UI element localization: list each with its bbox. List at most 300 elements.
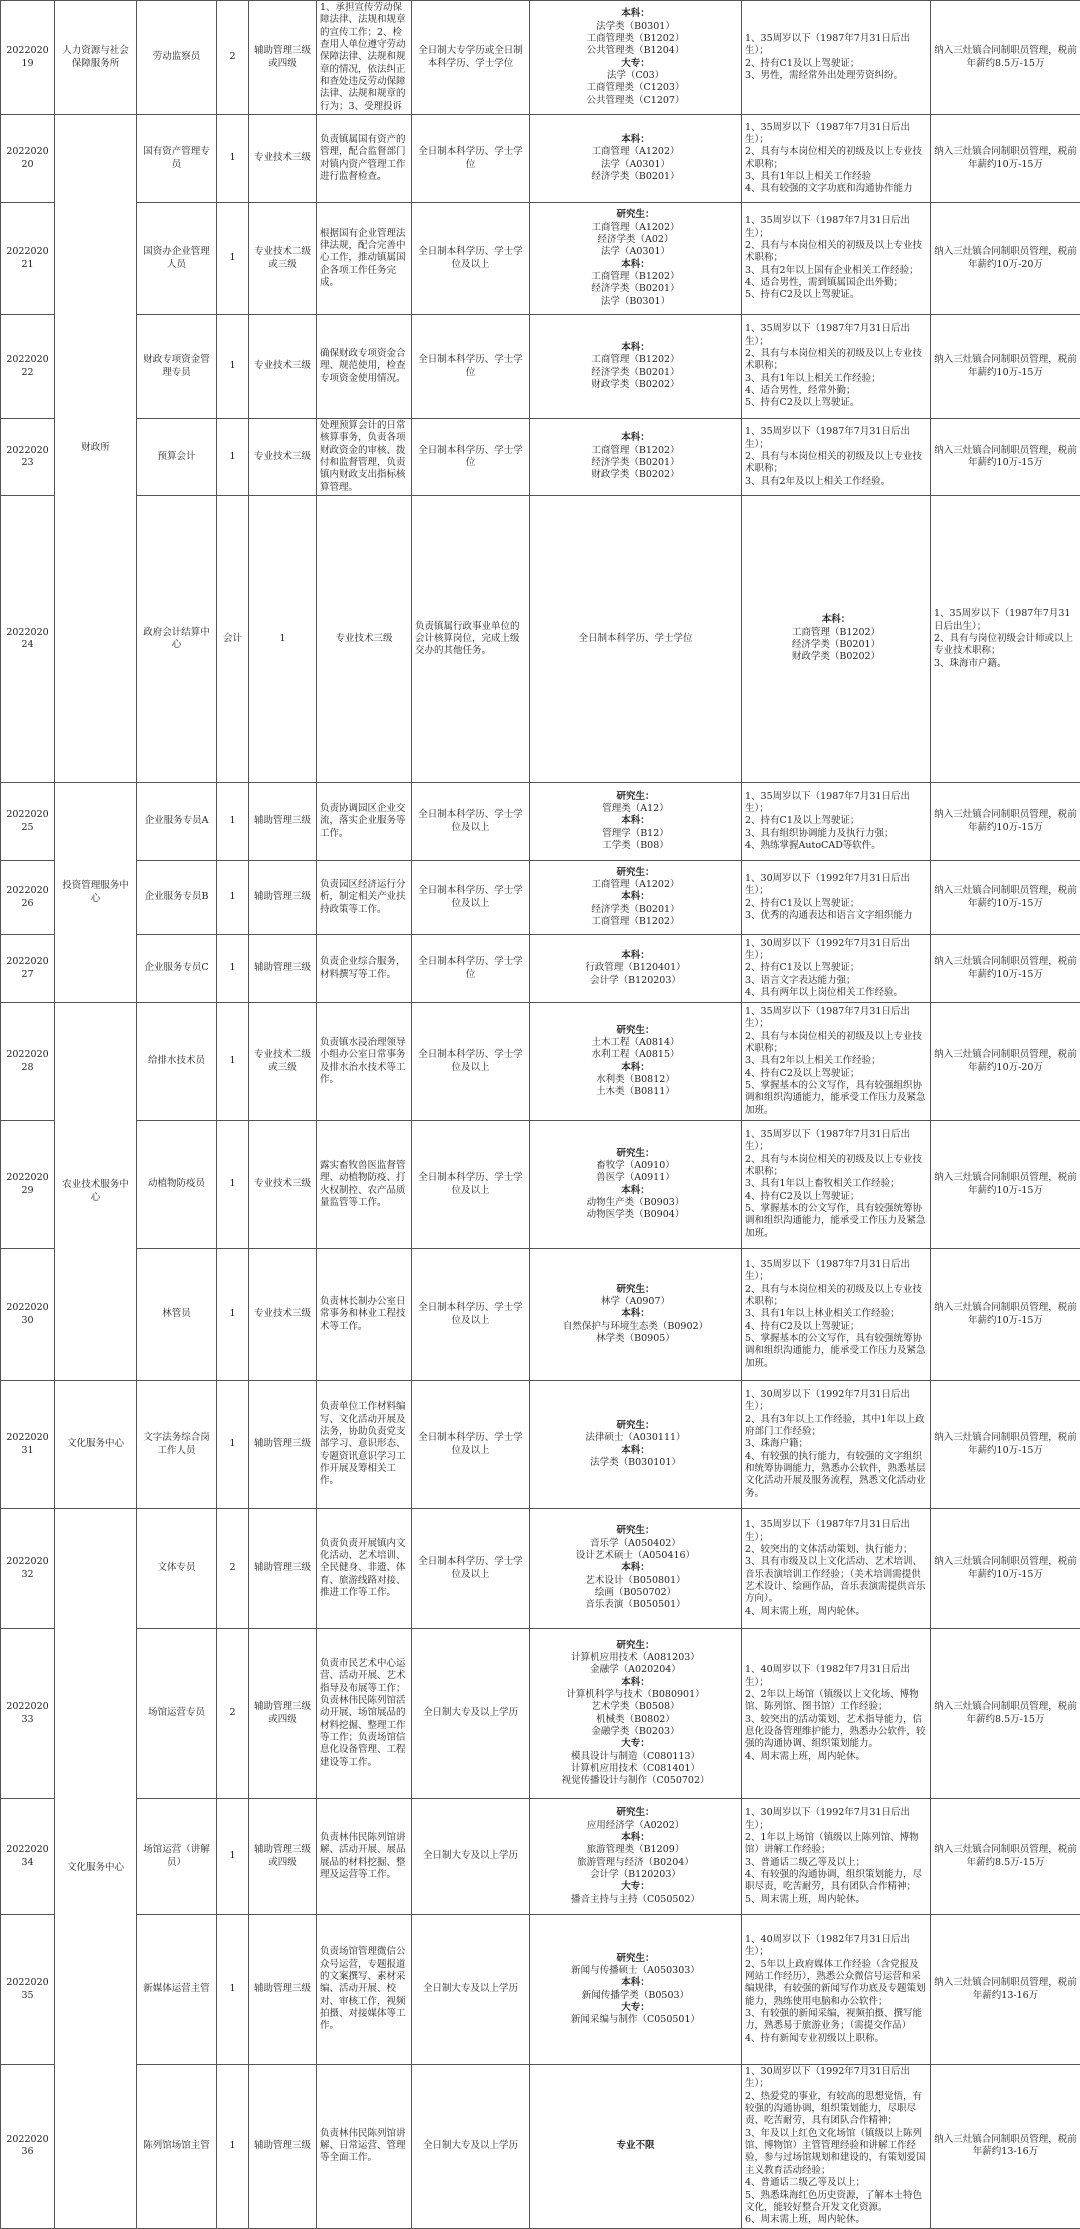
headcount: 2	[217, 1629, 249, 1799]
table-row	[1, 935, 1080, 1003]
major-line: 法学（B0301）	[533, 296, 738, 308]
table-row	[1, 1629, 1080, 1799]
major-line: 本科：	[533, 1832, 738, 1844]
major-line: 大专：	[533, 1881, 738, 1893]
treatment: 纳入三灶镇合同制职员管理，税前年薪约10万-20万	[931, 203, 1080, 315]
major-line: 工商管理类（C1203）	[533, 82, 738, 94]
headcount: 1	[217, 783, 249, 861]
post-level: 专业技术三级	[249, 115, 317, 203]
table-row	[1, 419, 1080, 496]
major-requirement	[530, 2065, 742, 2228]
other-conditions	[742, 1249, 931, 1381]
major-line: 研究生：	[533, 1148, 738, 1160]
major-requirement	[530, 419, 742, 496]
condition-line: 1、30周岁以下（1992年7月31日后出生）；	[745, 1389, 927, 1414]
major-requirement	[742, 496, 931, 783]
job-duty: 负责林长制办公室日常事务和林业工程技术等工作。	[317, 1249, 412, 1381]
major-line: 法学（A0301）	[533, 246, 738, 258]
position-code: 202202020	[1, 115, 55, 203]
major-line: 兽医学（A0911）	[533, 1172, 738, 1184]
job-duty: 负责镇水浸治理领导小组办公室日常事务及排水治水技术等工作。	[317, 1003, 412, 1121]
post-name: 陈列馆场馆主管	[137, 2065, 217, 2228]
treatment: 纳入三灶镇合同制职员管理，税前年薪约13-16万	[931, 2065, 1080, 2228]
post-name: 文字法务综合岗工作人员	[137, 1381, 217, 1509]
major-line: 本科：	[533, 342, 738, 354]
major-line: 本科：	[533, 1445, 738, 1457]
table-row	[1, 861, 1080, 935]
major-line: 工商管理（A1202）	[533, 879, 738, 891]
major-line: 土木工程（A0814）	[533, 1037, 738, 1049]
major-line: 绘画（B050702）	[533, 1587, 738, 1599]
post-level: 辅助管理三级	[249, 1915, 317, 2065]
major-line: 计算机应用技术（C081401）	[533, 1763, 738, 1775]
job-duty: 负责单位工作材料编写、文化活动开展及法务，协助负责党支部学习、意识形态、专题资讯意识学习工作开展及筹相关工作。	[317, 1381, 412, 1509]
unit-name: 文化服务中心	[55, 1509, 137, 2228]
post-name: 企业服务专员A	[137, 783, 217, 861]
major-line: 本科：	[533, 815, 738, 827]
condition-line: 1、35周岁以下（1987年7月31日后出生）；	[745, 1519, 927, 1544]
table-row	[1, 1003, 1080, 1121]
major-line: 工商管理（B1202）	[745, 627, 927, 639]
job-duty: 确保财政专项资金合理、规范使用，检查专项资金使用情况。	[317, 315, 412, 419]
condition-line: 2、5年以上政府媒体工作经验（含党报及网站工作经历），熟悉公众微信号运营和采编规律，有较强的新闻写作功底及专题策划能力，熟练使用电脑和办公软件；	[745, 1959, 927, 2008]
post-level: 辅助管理三级	[249, 1509, 317, 1629]
condition-line: 2、具有3年以上工作经验，其中1年以上政府部门工作经验；	[745, 1414, 927, 1439]
major-line: 旅游管理类（B1209）	[533, 1844, 738, 1856]
major-line: 经济学类（B0201）	[533, 171, 738, 183]
post-level: 专业技术三级	[249, 315, 317, 419]
major-line: 模具设计与制造（C080113）	[533, 1751, 738, 1763]
job-duty: 负责场馆管理微信公众号运营，专题报道的文案撰写、素材采编、活动开展、校对、审核工作，视频拍摄、对接媒体等工作。	[317, 1915, 412, 2065]
job-duty: 露实畜牧兽医监督管理、动植物防疫、打火权制控、农产品质量监管等工作。	[317, 1121, 412, 1249]
other-conditions	[742, 783, 931, 861]
condition-line: 3、具有组织协调能力及执行力强；	[745, 828, 927, 840]
condition-line: 3、具有2年以上相关工作经验；	[745, 1055, 927, 1067]
condition-line: 2、具有与本岗位相关的初级及以上专业技术职称；	[745, 240, 927, 265]
condition-line: 1、35周岁以下（1987年7月31日后出生）；	[934, 608, 1077, 633]
major-requirement	[530, 1121, 742, 1249]
major-line: 经济学类（B0201）	[745, 639, 927, 651]
post-level: 辅助管理三级	[249, 1381, 317, 1509]
major-requirement	[530, 783, 742, 861]
job-duty: 负责市民艺术中心运营、活动开展、艺术指导及布展等工作；负责林伟民陈列馆活动开展、场馆展品的材料挖掘、整理工作等工作；负责场馆信息化设备管理、工程建设等工作。	[317, 1629, 412, 1799]
condition-line: 3、有较强的新闻采编，视频拍摄、撰写能力，熟悉易于旅游业务；（需提交作品）	[745, 2008, 927, 2033]
condition-line: 1、35周岁以下（1987年7月31日后出生）；	[745, 122, 927, 147]
education-requirement: 全日制本科学历、学士学位及以上	[412, 1509, 530, 1629]
post-name: 新媒体运营主管	[137, 1915, 217, 2065]
education-requirement: 全日制本科学历、学士学位	[412, 935, 530, 1003]
major-line: 金融学类（B0203）	[533, 1726, 738, 1738]
major-line: 工商管理（B1202）	[533, 354, 738, 366]
other-conditions	[742, 1629, 931, 1799]
major-line: 音乐表演（B050501）	[533, 1599, 738, 1611]
table-row	[1, 783, 1080, 861]
post-name: 企业服务专员B	[137, 861, 217, 935]
condition-line: 1、30周岁以下（1992年7月31日后出生）；	[745, 1807, 927, 1832]
major-requirement	[530, 861, 742, 935]
position-code: 202202027	[1, 935, 55, 1003]
major-line: 法学类（B030101）	[533, 1457, 738, 1469]
condition-line: 1、35周岁以下（1987年7月31日后出生）；	[745, 1129, 927, 1154]
major-line: 设计艺术硕士（A050416）	[533, 1550, 738, 1562]
major-line: 法律硕士（A030111）	[533, 1432, 738, 1444]
condition-line: 5、周末需上班，周内轮休。	[745, 1894, 927, 1906]
other-conditions	[742, 315, 931, 419]
post-level: 辅助管理三级或四级	[249, 1629, 317, 1799]
condition-line: 1、35周岁以下（1987年7月31日后出生）；	[745, 426, 927, 451]
condition-line: 4、持有C2及以上驾驶证；	[745, 1321, 927, 1333]
post-level: 辅助管理三级或四级	[249, 1, 317, 115]
condition-line: 4、持有新闻专业初级以上职称。	[745, 2033, 927, 2045]
education-requirement: 全日制本科学历、学士学位	[412, 315, 530, 419]
major-line: 法学（A0301）	[533, 159, 738, 171]
condition-line: 5、掌握基本的公文写作，具有较强组织协调和组织沟通能力，能承受工作压力及紧急加班。	[745, 1080, 927, 1117]
unit-name: 农业技术服务中心	[55, 1003, 137, 1381]
treatment: 纳入三灶镇合同制职员管理，税前年薪约13-16万	[931, 1915, 1080, 2065]
education-requirement: 全日制大专及以上学历	[412, 1799, 530, 1915]
job-duty: 1、承担宣传劳动保障法律、法规和规章的宣传工作；2、检查用人单位遵守劳动保障法律、法规和规章的情况，依法纠正和查处违反劳动保障法律、法规和规章的行为；3、受理投诉	[317, 1, 412, 115]
treatment: 纳入三灶镇合同制职员管理，税前年薪约8.5万-15万	[931, 1629, 1080, 1799]
position-code: 202202032	[1, 1509, 55, 1629]
unit-name: 投资管理服务中心	[55, 783, 137, 1003]
major-line: 本科：	[533, 891, 738, 903]
headcount: 1	[217, 315, 249, 419]
condition-line: 2、具有与本岗位相关的初级及以上专业技术职称；	[745, 451, 927, 476]
table-row	[1, 2065, 1080, 2228]
position-code: 202202028	[1, 1003, 55, 1121]
position-code: 202202019	[1, 1, 55, 115]
condition-line: 2、热爱党的事业，有较高的思想觉悟，有较强的沟通协调，组织策划能力，尽职尽责、吃苦耐劳，具有团队合作精神；	[745, 2091, 927, 2128]
position-code: 202202025	[1, 783, 55, 861]
condition-line: 6、周末需上班，周内轮休。	[745, 2214, 927, 2226]
major-line: 经济学类（B0201）	[533, 367, 738, 379]
major-line: 播音主持与主持（C050502）	[533, 1894, 738, 1906]
condition-line: 1、40周岁以下（1982年7月31日后出生）；	[745, 1934, 927, 1959]
condition-line: 3、具有1年以上相关工作经验；	[745, 373, 927, 385]
education-requirement: 全日制本科学历、学士学位及以上	[412, 203, 530, 315]
major-line: 旅游管理与经济（B0204）	[533, 1857, 738, 1869]
post-name: 给排水技术员	[137, 1003, 217, 1121]
major-line: 新闻与传播硕士（A050303）	[533, 1965, 738, 1977]
other-conditions	[742, 1915, 931, 2065]
major-line: 本科：	[745, 614, 927, 626]
post-name: 文体专员	[137, 1509, 217, 1629]
unit-name: 政府会计结算中心	[137, 496, 217, 783]
major-line: 艺术设计（B050801）	[533, 1575, 738, 1587]
major-line: 计算机科学与技术（B080901）	[533, 1689, 738, 1701]
education-requirement: 全日制本科学历、学士学位及以上	[412, 1121, 530, 1249]
education-requirement: 全日制大专学历或全日制本科学历、学士学位	[412, 1, 530, 115]
major-line: 法学类（B0301）	[533, 21, 738, 33]
post-name: 企业服务专员C	[137, 935, 217, 1003]
headcount: 1	[217, 1003, 249, 1121]
table-row	[1, 1, 1080, 115]
major-line: 研究生：	[533, 791, 738, 803]
headcount: 1	[217, 1381, 249, 1509]
headcount: 1	[217, 203, 249, 315]
table-row	[1, 115, 1080, 203]
post-level: 专业技术三级	[249, 1121, 317, 1249]
condition-line: 2、具有与本岗位相关的初级及以上专业技术职称；	[745, 348, 927, 373]
major-line: 专业不限	[533, 2140, 738, 2152]
major-line: 财政学类（B0202）	[533, 469, 738, 481]
table-row	[1, 203, 1080, 315]
major-line: 大专：	[533, 2002, 738, 2014]
major-line: 林学（A0907）	[533, 1296, 738, 1308]
post-name: 会计	[217, 496, 249, 783]
major-line: 水利类（B0812）	[533, 1074, 738, 1086]
condition-line: 1、30周岁以下（1992年7月31日后出生）；	[745, 938, 927, 963]
headcount: 2	[217, 1, 249, 115]
condition-line: 4、周末需上班，周内轮休。	[745, 1606, 927, 1618]
condition-line: 2、2年以上场馆（镇级以上文化场、博物馆、陈列馆、图书馆）工作经验；	[745, 1689, 927, 1714]
major-line: 会计学（B120203）	[533, 975, 738, 987]
education-requirement: 全日制本科学历、学士学位	[530, 496, 742, 783]
condition-line: 3、较突出的活动策划、艺术指导能力，信息化设备管理维护能力，熟悉办公软件，较强的沟通协调、组织策划能力。	[745, 1714, 927, 1751]
headcount: 1	[217, 419, 249, 496]
condition-line: 3、具有市级及以上文化活动、艺术培训、音乐表演培训工作经验；（美术培训需提供艺术设计、绘画作品，音乐表演需提供音乐方向）。	[745, 1556, 927, 1605]
job-duty: 负责企业综合服务，材料撰写等工作。	[317, 935, 412, 1003]
table-row	[1, 1509, 1080, 1629]
major-line: 财政学类（B0202）	[533, 379, 738, 391]
job-duty: 负责镇属国有资产的管理，配合监督部门对镇内资产管理工作进行监督检查。	[317, 115, 412, 203]
position-code: 202202026	[1, 861, 55, 935]
major-line: 本科：	[533, 1977, 738, 1989]
major-line: 工商管理（B1202）	[533, 271, 738, 283]
major-line: 林学类（B0905）	[533, 1333, 738, 1345]
condition-line: 5、持有C2及以上驾驶证。	[745, 289, 927, 301]
headcount: 1	[217, 1249, 249, 1381]
table-row	[1, 496, 1080, 783]
major-line: 经济学类（B0201）	[533, 283, 738, 295]
unit-name: 财政所	[55, 115, 137, 783]
major-line: 新闻采编与制作（C050501）	[533, 2014, 738, 2026]
major-line: 研究生：	[533, 867, 738, 879]
condition-line: 2、较突出的文体活动策划、执行能力；	[745, 1544, 927, 1556]
post-level: 辅助管理三级或四级	[249, 1799, 317, 1915]
condition-line: 2、具有与岗位初级会计师或以上专业技术职称；	[934, 633, 1077, 658]
major-requirement	[530, 1629, 742, 1799]
major-requirement	[530, 315, 742, 419]
education-requirement: 全日制本科学历、学士学位及以上	[412, 1381, 530, 1509]
other-conditions	[742, 203, 931, 315]
condition-line: 4、具有两年以上岗位相关工作经验。	[745, 987, 927, 999]
headcount: 1	[217, 935, 249, 1003]
table-row	[1, 1381, 1080, 1509]
job-duty: 负责协调园区企业交流，落实企业服务等工作。	[317, 783, 412, 861]
other-conditions	[742, 1121, 931, 1249]
major-line: 工商管理（A1202）	[533, 146, 738, 158]
headcount: 1	[217, 1915, 249, 2065]
major-requirement	[530, 115, 742, 203]
condition-line: 2、具有与本岗位相关的初级及以上专业技术职称；	[745, 1154, 927, 1179]
position-code: 202202021	[1, 203, 55, 315]
major-line: 大专：	[533, 58, 738, 70]
condition-line: 3、珠海户籍；	[745, 1438, 927, 1450]
other-conditions	[742, 935, 931, 1003]
post-level: 辅助管理三级	[249, 935, 317, 1003]
major-line: 新闻传播学类（B0503）	[533, 1990, 738, 2002]
condition-line: 3、男性，需经常外出处理劳资纠纷。	[745, 70, 927, 82]
major-requirement	[530, 1, 742, 115]
major-line: 本科：	[533, 1677, 738, 1689]
post-level: 专业技术二级或三级	[249, 203, 317, 315]
condition-line: 3、具有1年以上相关工作经验	[745, 171, 927, 183]
unit-name: 人力资源与社会保障服务所	[55, 1, 137, 115]
treatment: 纳入三灶镇合同制职员管理，税前年薪约10万-15万	[931, 1509, 1080, 1629]
position-code: 202202036	[1, 2065, 55, 2228]
major-line: 管理学（B12）	[533, 828, 738, 840]
other-conditions	[742, 419, 931, 496]
major-line: 工商管理（B1202）	[533, 916, 738, 928]
condition-line: 4、有较强的沟通协调，组织策划能力，尽职尽责，吃苦耐劳，具有团队合作精神；	[745, 1869, 927, 1894]
condition-line: 1、35周岁以下（1987年7月31日后出生）；	[745, 1259, 927, 1284]
education-requirement: 全日制本科学历、学士学位及以上	[412, 861, 530, 935]
major-requirement	[530, 203, 742, 315]
education-requirement: 全日制大专及以上学历	[412, 1629, 530, 1799]
major-line: 工商管理类（B1202）	[533, 33, 738, 45]
major-line: 研究生：	[533, 1025, 738, 1037]
post-name: 财政专项资金管理专员	[137, 315, 217, 419]
condition-line: 1、35周岁以下（1987年7月31日后出生）；	[745, 791, 927, 816]
table-row	[1, 315, 1080, 419]
major-line: 机械类（B0802）	[533, 1714, 738, 1726]
major-line: 计算机应用技术（A081203）	[533, 1652, 738, 1664]
treatment: 纳入三灶镇合同制职员管理，税前年薪约10万-15万	[931, 115, 1080, 203]
major-line: 研究生：	[533, 1420, 738, 1432]
condition-line: 2、持有C1及以上驾驶证；	[745, 898, 927, 910]
condition-line: 5、持有C2及以上驾驶证。	[745, 397, 927, 409]
post-level: 专业技术三级	[317, 496, 412, 783]
major-line: 研究生：	[533, 209, 738, 221]
condition-line: 3、具有1年以上林业相关工作经验；	[745, 1308, 927, 1320]
condition-line: 4、适合男性，需到镇属国企出外勤；	[745, 277, 927, 289]
condition-line: 2、持有C1及以上驾驶证；	[745, 815, 927, 827]
major-line: 金融学（A020204）	[533, 1664, 738, 1676]
job-duty: 负责林伟民陈列馆讲解、日常运营、管理等全面工作。	[317, 2065, 412, 2228]
major-line: 研究生：	[533, 1525, 738, 1537]
major-line: 水利工程（A0815）	[533, 1049, 738, 1061]
position-code: 202202034	[1, 1799, 55, 1915]
job-duty: 负责林伟民陈列馆讲解、活动开展、展品展品的材料挖掘、整理及运营等工作。	[317, 1799, 412, 1915]
treatment: 纳入三灶镇合同制职员管理，税前年薪约10万-15万	[931, 315, 1080, 419]
unit-name: 文化服务中心	[55, 1381, 137, 1509]
other-conditions	[931, 496, 1080, 783]
major-requirement	[530, 935, 742, 1003]
condition-line: 2、具有与本岗位相关的初级及以上专业技术职称；	[745, 146, 927, 171]
condition-line: 2、具有与本岗位相关的初级及以上专业技术职称；	[745, 1031, 927, 1056]
headcount: 1	[249, 496, 317, 783]
major-line: 本科：	[533, 1308, 738, 1320]
position-code: 202202024	[1, 496, 55, 783]
headcount: 1	[217, 115, 249, 203]
job-duty: 负责园区经济运行分析，制定相关产业扶持政策等工作。	[317, 861, 412, 935]
position-code: 202202029	[1, 1121, 55, 1249]
condition-line: 1、30周岁以下（1992年7月31日后出生）；	[745, 873, 927, 898]
post-level: 专业技术二级或三级	[249, 1003, 317, 1121]
major-line: 动物医学类（B0904）	[533, 1209, 738, 1221]
major-requirement	[530, 1915, 742, 2065]
post-name: 场馆运营（讲解员）	[137, 1799, 217, 1915]
treatment: 纳入三灶镇合同制职员管理，税前年薪约10万-15万	[931, 935, 1080, 1003]
condition-line: 1、30周岁以下（1992年7月31日后出生）；	[745, 2066, 927, 2091]
major-line: 工商管理（B1202）	[533, 445, 738, 457]
position-code: 202202022	[1, 315, 55, 419]
major-requirement	[530, 1799, 742, 1915]
major-line: 财政学类（B0202）	[745, 651, 927, 663]
condition-line: 3、优秀的沟通表达和语言文字组织能力	[745, 910, 927, 922]
condition-line: 1、40周岁以下（1982年7月31日后出生）；	[745, 1664, 927, 1689]
other-conditions	[742, 1509, 931, 1629]
major-line: 研究生：	[533, 1284, 738, 1296]
major-line: 经济学类（B0201）	[533, 457, 738, 469]
position-code: 202202023	[1, 419, 55, 496]
post-name: 林管员	[137, 1249, 217, 1381]
treatment: 纳入三灶镇合同制职员管理，税前年薪约10万-15万	[931, 783, 1080, 861]
education-requirement: 全日制大专及以上学历	[412, 2065, 530, 2228]
condition-line: 3、语言文字表达能力强；	[745, 975, 927, 987]
major-line: 本科：	[533, 950, 738, 962]
post-name: 动植物防疫员	[137, 1121, 217, 1249]
other-conditions	[742, 2065, 931, 2228]
other-conditions	[742, 1799, 931, 1915]
major-line: 本科：	[533, 134, 738, 146]
major-line: 经济学类（B0201）	[533, 904, 738, 916]
other-conditions	[742, 1, 931, 115]
condition-line: 1、35周岁以下（1987年7月31日后出生）；	[745, 323, 927, 348]
major-requirement	[530, 1249, 742, 1381]
condition-line: 4、具有较强的文字功底和沟通协作能力	[745, 183, 927, 195]
condition-line: 5、掌握基本的公文写作，具有较强统筹协调和组织沟通能力，能承受工作压力及紧急加班。	[745, 1203, 927, 1240]
condition-line: 1、35周岁以下（1987年7月31日后出生）；	[745, 215, 927, 240]
major-line: 畜牧学（A0910）	[533, 1160, 738, 1172]
condition-line: 4、持有C2及以上驾驶证；	[745, 1191, 927, 1203]
other-conditions	[742, 1003, 931, 1121]
treatment: 纳入三灶镇合同制职员管理，税前年薪约8.5万-15万	[931, 1799, 1080, 1915]
treatment: 纳入三灶镇合同制职员管理，税前年薪约10万-15万	[931, 861, 1080, 935]
condition-line: 3、普通话二级乙等及以上；	[745, 1857, 927, 1869]
other-conditions	[742, 1381, 931, 1509]
post-level: 专业技术三级	[249, 1249, 317, 1381]
condition-line: 4、有较强的执行能力，有较强的文字组织和统筹协调能力，熟悉办公软件，熟悉基层文化活动开展及服务流程，熟悉文化活动业务。	[745, 1451, 927, 1500]
major-line: 法学（C03）	[533, 70, 738, 82]
treatment: 纳入三灶镇合同制职员管理，税前年薪约10万-20万	[931, 1003, 1080, 1121]
headcount: 1	[217, 2065, 249, 2228]
condition-line: 1、35周岁以下（1987年7月31日后出生）；	[745, 1006, 927, 1031]
major-line: 自然保护与环境生态类（B0902）	[533, 1321, 738, 1333]
condition-line: 4、持有C2及以上驾驶证；	[745, 1068, 927, 1080]
table-row	[1, 1799, 1080, 1915]
major-line: 会计学（B120203）	[533, 1869, 738, 1881]
major-line: 本科：	[533, 1562, 738, 1574]
condition-line: 4、熟练掌握AutoCAD等软件。	[745, 840, 927, 852]
treatment: 纳入三灶镇合同制职员管理，税前年薪约8.5万-15万	[931, 1, 1080, 115]
post-name: 预算会计	[137, 419, 217, 496]
condition-line: 3、年及以上红色文化场馆（镇级以上陈列馆、博物馆）主管管理经验和讲解工作经验，参与过场馆规划和建设的，有策划爱国主义教育活动经验；	[745, 2128, 927, 2177]
headcount: 1	[217, 1121, 249, 1249]
condition-line: 4、适合男性，经常外勤；	[745, 385, 927, 397]
major-line: 行政管理（B120401）	[533, 962, 738, 974]
position-code: 202202035	[1, 1915, 55, 2065]
condition-line: 2、1年以上场馆（镇级以上陈列馆、博物馆）讲解工作经验；	[745, 1832, 927, 1857]
education-requirement: 全日制大专及以上学历	[412, 1915, 530, 2065]
major-line: 艺术学类（B0508）	[533, 1701, 738, 1713]
headcount: 1	[217, 1799, 249, 1915]
major-line: 本科：	[533, 1185, 738, 1197]
education-requirement: 全日制本科学历、学士学位及以上	[412, 1003, 530, 1121]
major-requirement	[530, 1509, 742, 1629]
table-row	[1, 1915, 1080, 2065]
